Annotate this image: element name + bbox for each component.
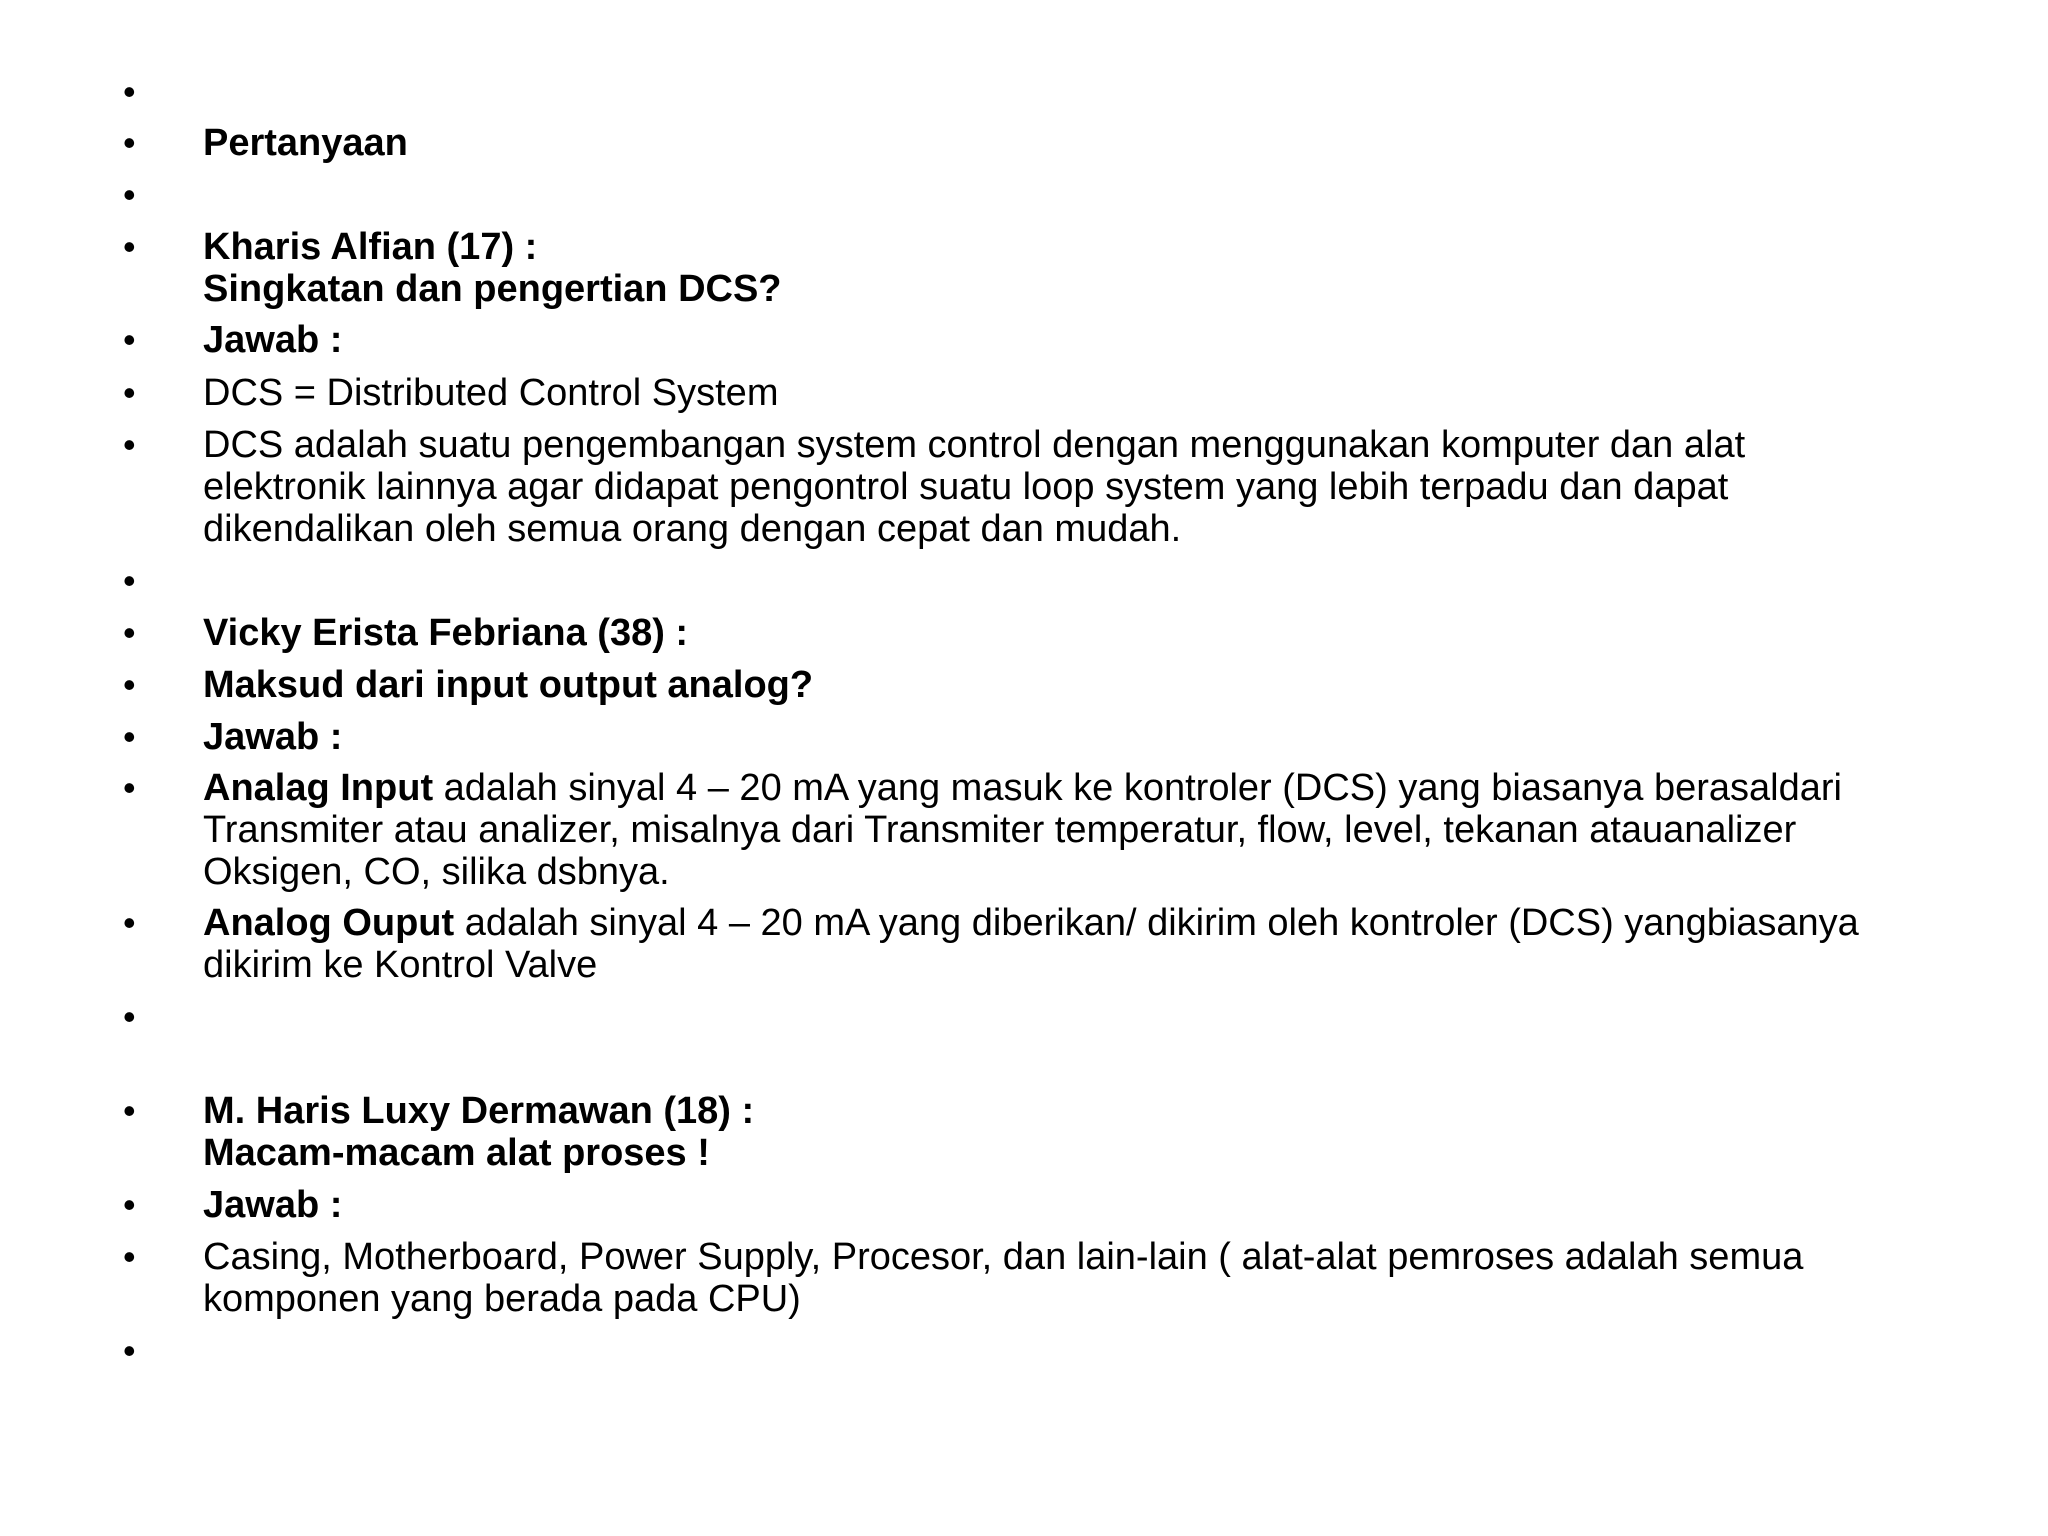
bullet: •	[123, 612, 136, 653]
heading-pertanyaan: Pertanyaan	[203, 122, 408, 164]
bullet: •	[123, 767, 136, 808]
answer-text: Transmiter atau analizer, misalnya dari Transmiter temperatur, flow, level, tekanan atauanalizer	[203, 809, 1797, 851]
item-text	[203, 1236, 1923, 1320]
answer-text	[203, 902, 1923, 944]
bullet: •	[123, 174, 136, 215]
bullet: •	[123, 122, 136, 163]
item-text	[203, 319, 1923, 361]
item-text	[203, 902, 1923, 986]
answer-text: komponen yang berada pada CPU)	[203, 1278, 801, 1320]
answer-text: DCS = Distributed Control System	[203, 372, 779, 414]
bullet: •	[123, 424, 136, 465]
bullet: •	[123, 1236, 136, 1277]
bullet: •	[123, 71, 136, 112]
answer-label: Jawab :	[203, 319, 343, 361]
answer-text: Casing, Motherboard, Power Supply, Procesor, dan lain-lain ( alat-alat pemroses adalah semua	[203, 1236, 1804, 1278]
question-text: Macam-macam alat proses !	[203, 1132, 710, 1174]
bullet: •	[123, 226, 136, 267]
bullet: •	[123, 902, 136, 943]
questioner-name: Kharis Alfian (17) :	[203, 226, 538, 268]
bullet: •	[123, 716, 136, 757]
bullet: •	[123, 372, 136, 413]
answer-text: Oksigen, CO, silika dsbnya.	[203, 851, 670, 893]
questioner-name: Vicky Erista Febriana (38) :	[203, 612, 689, 654]
term-analog-ouput: Analog Ouput	[203, 902, 455, 944]
answer-text-part: adalah sinyal 4 – 20 mA yang diberikan/ dikirim oleh kontroler (DCS) yangbiasanya	[454, 902, 1859, 944]
item-text	[203, 612, 1923, 654]
bullet: •	[123, 319, 136, 360]
answer-label: Jawab :	[203, 716, 343, 758]
answer-text-part: adalah sinyal 4 – 20 mA yang masuk ke kontroler (DCS) yang biasanya berasaldari	[433, 767, 1842, 809]
questioner-name: M. Haris Luxy Dermawan (18) :	[203, 1090, 755, 1132]
bullet: •	[123, 1090, 136, 1131]
item-text	[203, 424, 1923, 550]
answer-text: dikendalikan oleh semua orang dengan cepat dan mudah.	[203, 508, 1182, 550]
bullet: •	[123, 1330, 136, 1371]
item-text	[203, 716, 1923, 758]
term-analag-input: Analag Input	[203, 767, 434, 809]
item-text	[203, 1184, 1923, 1226]
bullet: •	[123, 560, 136, 601]
item-text	[203, 122, 1923, 164]
question-text: Singkatan dan pengertian DCS?	[203, 268, 782, 310]
item-text	[203, 664, 1923, 706]
item-text	[203, 767, 1923, 893]
item-text	[203, 372, 1923, 414]
answer-text: elektronik lainnya agar didapat pengontrol suatu loop system yang lebih terpadu dan dapat	[203, 466, 1729, 508]
answer-label: Jawab :	[203, 1184, 343, 1226]
bullet: •	[123, 1184, 136, 1225]
question-text: Maksud dari input output analog?	[203, 664, 814, 706]
answer-text	[203, 767, 1923, 809]
answer-text: DCS adalah suatu pengembangan system control dengan menggunakan komputer dan alat	[203, 424, 1746, 466]
item-text	[203, 226, 1923, 310]
answer-text: dikirim ke Kontrol Valve	[203, 944, 598, 986]
bullet: •	[123, 664, 136, 705]
bullet: •	[123, 996, 136, 1037]
item-text	[203, 1090, 1923, 1174]
